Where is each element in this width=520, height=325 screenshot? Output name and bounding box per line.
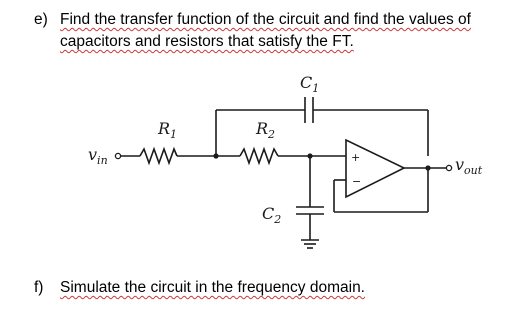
r1-label: $R_1$ [158,119,178,141]
question-e-tag: e) [34,11,48,28]
resistor-r2 [240,149,278,163]
opamp-plus-label: + [351,151,361,164]
vout-terminal [446,165,451,170]
c1-label: $C_1$ [300,73,320,95]
question-f [34,277,365,299]
question-e-line1: Find the transfer function of the circuit and find the values of [60,11,471,28]
opamp-triangle [346,140,404,197]
opamp-minus-label: − [352,175,362,188]
ground-icon [301,240,319,248]
r2-label: $R_2$ [256,119,276,141]
question-f-tag: f) [34,279,44,296]
vin-terminal [115,153,120,158]
question-f-text: Simulate the circuit in the frequency domain. [60,279,365,296]
vin-label: $v_{in}$ [88,145,108,167]
vout-label: $v_{out}$ [455,155,483,177]
question-e-line2: capacitors and resistors that satisfy the FT. [60,33,354,50]
c2-label: $C_2$ [262,204,282,226]
resistor-r1 [140,149,177,163]
